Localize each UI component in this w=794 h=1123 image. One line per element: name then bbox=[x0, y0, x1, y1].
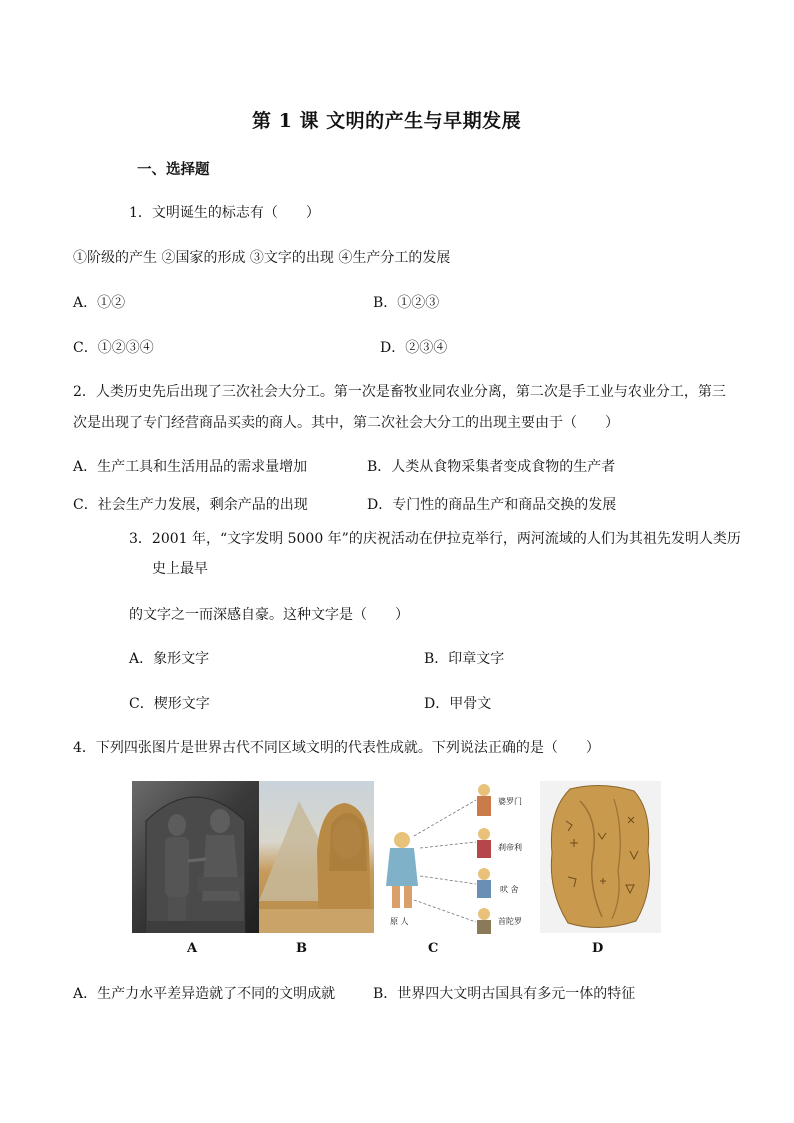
q4-stem: 4．下列四张图片是世界古代不同区域文明的代表性成就。下列说法正确的是（ ） bbox=[73, 740, 600, 756]
image-c-caste-diagram bbox=[380, 776, 530, 936]
q3-option-d[interactable]: D．甲骨文 bbox=[424, 696, 492, 712]
image-b-label: B bbox=[296, 941, 307, 956]
q2-stem-line1: 2．人类历史先后出现了三次社会大分工。第一次是畜牧业同农业分离，第二次是手工业与农业分工，第三 bbox=[73, 384, 726, 400]
q1-stem: 1．文明诞生的标志有（ ） bbox=[129, 205, 320, 221]
image-a-label: A bbox=[187, 941, 198, 956]
image-d-label: D bbox=[592, 941, 604, 956]
caste-label-kshatriya: 刹帝利 bbox=[498, 843, 522, 852]
image-a-stele-photo bbox=[132, 781, 259, 933]
q4-option-a[interactable]: A．生产力水平差异造就了不同的文明成就 bbox=[73, 986, 336, 1002]
section-title: 一、选择题 bbox=[137, 161, 210, 178]
image-c-label: C bbox=[428, 941, 439, 956]
caste-label-vaishya: 吠 舍 bbox=[500, 885, 519, 894]
q1-items: ①阶级的产生 ②国家的形成 ③文字的出现 ④生产分工的发展 bbox=[73, 250, 451, 266]
q1-option-b[interactable]: B．①②③ bbox=[373, 295, 440, 311]
q3-stem-line1: 3．2001 年，“文字发明 5000 年”的庆祝活动在伊拉克举行，两河流域的人们为其祖先发明人类历 bbox=[129, 531, 741, 547]
q4-option-b[interactable]: B．世界四大文明古国具有多元一体的特征 bbox=[373, 986, 636, 1002]
q3-stem-line2: 史上最早 bbox=[152, 561, 208, 577]
q2-stem-line2: 次是出现了专门经营商品买卖的商人。其中，第二次社会大分工的出现主要由于（ ） bbox=[73, 415, 619, 431]
q3-option-a[interactable]: A．象形文字 bbox=[129, 651, 210, 667]
q2-option-a[interactable]: A．生产工具和生活用品的需求量增加 bbox=[73, 459, 308, 475]
q3-option-c[interactable]: C．楔形文字 bbox=[129, 696, 210, 712]
q3-option-b[interactable]: B．印章文字 bbox=[424, 651, 505, 667]
caste-label-shudra: 首陀罗 bbox=[498, 917, 522, 926]
origin-label: 原 人 bbox=[390, 917, 409, 926]
caste-label-brahmin: 婆罗门 bbox=[498, 797, 522, 806]
image-b-sphinx-photo bbox=[259, 781, 374, 933]
image-d-oracle-bone-photo bbox=[540, 781, 661, 933]
q3-stem-line3: 的文字之一而深感自豪。这种文字是（ ） bbox=[129, 607, 409, 623]
q1-option-c[interactable]: C．①②③④ bbox=[73, 340, 154, 356]
q2-option-c[interactable]: C．社会生产力发展，剩余产品的出现 bbox=[73, 497, 308, 513]
q2-option-b[interactable]: B．人类从食物采集者变成食物的生产者 bbox=[367, 459, 616, 475]
page-title: 第 1 课 文明的产生与早期发展 bbox=[252, 110, 522, 132]
q1-option-a[interactable]: A．①② bbox=[73, 295, 126, 311]
q1-option-d[interactable]: D．②③④ bbox=[380, 340, 448, 356]
q2-option-d[interactable]: D．专门性的商品生产和商品交换的发展 bbox=[367, 497, 617, 513]
